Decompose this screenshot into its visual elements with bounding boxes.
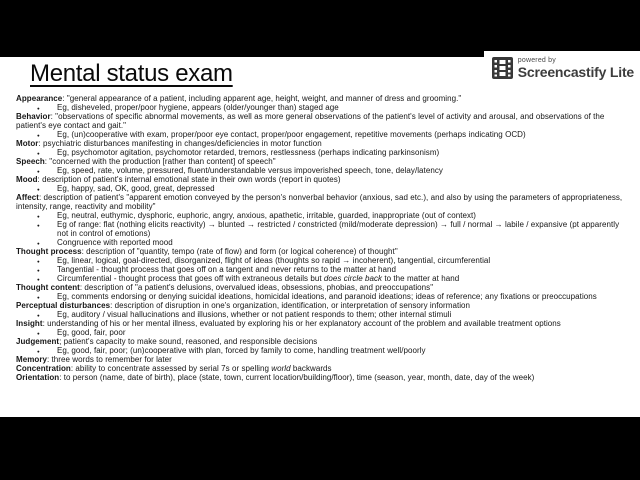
bullet-item [57,211,630,220]
term-label: Orientation [16,373,60,382]
term-line [16,283,630,292]
definition-text: backwards [290,364,332,373]
term-line [16,175,630,184]
term-label: Thought process [16,247,82,256]
definition-entry [16,247,630,283]
bullet-list [16,148,630,157]
term-label: Motor [16,139,39,148]
bullet-list [16,166,630,175]
document-body [16,94,630,382]
definition-text: Eg, good, fair, poor; (un)cooperative with plan, forced by family to come, handling treatment well/poorly [57,346,426,355]
definition-entry [16,175,630,193]
bullet-item [57,103,630,112]
definition-text: ; patient's capacity to make sound, reasoned, and responsible decisions [59,337,318,346]
definition-text: : description of patient's internal emotional state in their own words (report in quotes) [37,175,341,184]
term-label: Speech [16,157,45,166]
term-line [16,319,630,328]
definition-text: Eg, linear, logical, goal-directed, disorganized, flight of ideas (thoughts so rapid → incoherent), tangential, circumferential [57,256,491,265]
definition-text: Eg of range: flat (nothing elicits reactivity) → blunted → restricted / constricted (mild/moderate depression) → full / normal → labile / expansive (pt apparently not in control of emotions) [57,220,620,238]
definition-entry [16,355,630,364]
bullet-list [16,211,630,247]
definition-entry [16,301,630,319]
term-label: Perceptual disturbances [16,301,111,310]
bullet-item [57,256,630,265]
watermark-brand: Screencastify Lite [517,63,634,80]
term-label: Concentration [16,364,71,373]
definition-text: Eg, happy, sad, OK, good, great, depressed [57,184,215,193]
bullet-item [57,220,630,238]
definition-text: Tangential - thought process that goes off on a tangent and never returns to the matter at hand [57,265,397,274]
term-label: Judgement [16,337,60,346]
definition-entry [16,94,630,112]
bullet-item [57,130,630,139]
bullet-list [16,130,630,139]
definition-entry [16,139,630,157]
term-line [16,112,630,130]
definition-text: : three words to remember for later [46,355,172,364]
term-label: Thought content [16,283,80,292]
definition-text: : to person (name, date of birth), place (state, town, current location/building/floor), time (season, year, month, date, day of the week) [59,373,535,382]
definition-entry [16,112,630,139]
term-label: Mood [16,175,38,184]
bullet-item [57,148,630,157]
bullet-item [57,328,630,337]
definition-entry [16,337,630,355]
term-line [16,193,630,211]
watermark-powered-by: powered by [517,56,556,64]
definition-text: Eg, good, fair, poor [57,328,126,337]
watermark-text [518,57,634,80]
definition-text: world [271,364,291,373]
bullet-item [57,166,630,175]
letterbox-top [0,0,640,57]
bullet-item [57,265,630,274]
definition-entry [16,319,630,337]
definition-text: Eg, speed, rate, volume, pressured, fluent/understandable versus impoverished speech, tone, delay/latency [57,166,443,175]
bullet-list [16,328,630,337]
definition-text: : "concerned with the production [rather than content] of speech" [44,157,276,166]
definition-text: : description of disruption in one's organization, identification, or interpretation of sensory information [110,301,471,310]
definition-text: : psychiatric disturbances manifesting in changes/deficiencies in motor function [38,139,322,148]
term-label: Affect [16,193,39,202]
term-line [16,337,630,346]
term-line [16,364,630,373]
definition-text: Eg, (un)cooperative with exam, proper/poor eye contact, proper/poor engagement, repetitive movements (perhaps indicating OCD) [57,130,526,139]
definition-text: Eg, comments endorsing or denying suicidal ideations, homicidal ideations, and paranoid ideations; ideas of reference; any fixations or preoccupations [57,292,597,301]
bullet-list [16,292,630,301]
definition-text: : understanding of his or her mental illness, evaluated by exploring his or her explanatory account of the problem and available treatment options [42,319,561,328]
term-line [16,247,630,256]
bullet-list [16,184,630,193]
bullet-item [57,238,630,247]
bullet-list [16,256,630,283]
bullet-item [57,184,630,193]
term-label: Insight [16,319,43,328]
letterbox-bottom [0,417,640,480]
definition-text: does circle back [323,274,383,283]
definition-text: Eg, neutral, euthymic, dysphoric, euphoric, angry, anxious, apathetic, irritable, guarded, inappropriate (out of context) [57,211,477,220]
page-title: Mental status exam [30,60,233,87]
film-strip-icon [492,57,513,79]
bullet-list [16,310,630,319]
term-line [16,94,630,103]
term-line [16,301,630,310]
definition-text: : ability to concentrate assessed by serial 7s or spelling [70,364,272,373]
definition-text: : description of "a patient's delusions, overvalued ideas, obsessions, phobias, and preoccupations" [79,283,434,292]
definition-entry [16,193,630,247]
definition-entry [16,373,630,382]
definition-entry [16,283,630,301]
bullet-item [57,292,630,301]
term-label: Behavior [16,112,51,121]
definition-text: : description of "quantity, tempo (rate of flow) and form (or logical coherence) of thought" [81,247,398,256]
definition-text: Eg, psychomotor agitation, psychomotor retarded, tremors, restlessness (perhaps indicating parkinsonism) [57,148,440,157]
definition-text: to the matter at hand [382,274,460,283]
bullet-item [57,310,630,319]
definition-text: : "observations of specific abnormal movements, as well as more general observations of the patient's level of activity and arousal, and observations of the patient's eye contact and gait." [16,112,605,130]
term-label: Appearance [16,94,63,103]
watermark-badge [484,51,640,85]
bullet-item [57,274,630,283]
definition-text: : "general appearance of a patient, including apparent age, height, weight, and manner of dress and grooming." [62,94,462,103]
definition-text: : description of patient's "apparent emotion conveyed by the person's nonverbal behavior (anxious, sad etc.), and also by using the parameters of appropriateness, intensity, range, reactivity and mobility" [16,193,623,211]
bullet-item [57,346,630,355]
bullet-list [16,103,630,112]
definition-text: Circumferential - thought process that goes off with extraneous details but [57,274,324,283]
term-line [16,139,630,148]
definition-text: Eg, disheveled, proper/poor hygiene, appears (older/younger than) staged age [57,103,339,112]
bullet-list [16,346,630,355]
term-label: Memory [16,355,47,364]
definition-entry [16,157,630,175]
definition-text: Congruence with reported mood [57,238,173,247]
definition-entry [16,364,630,373]
term-line [16,157,630,166]
definition-text: Eg, auditory / visual hallucinations and illusions, whether or not patient responds to them; other internal stimuli [57,310,452,319]
term-line [16,373,630,382]
term-line [16,355,630,364]
